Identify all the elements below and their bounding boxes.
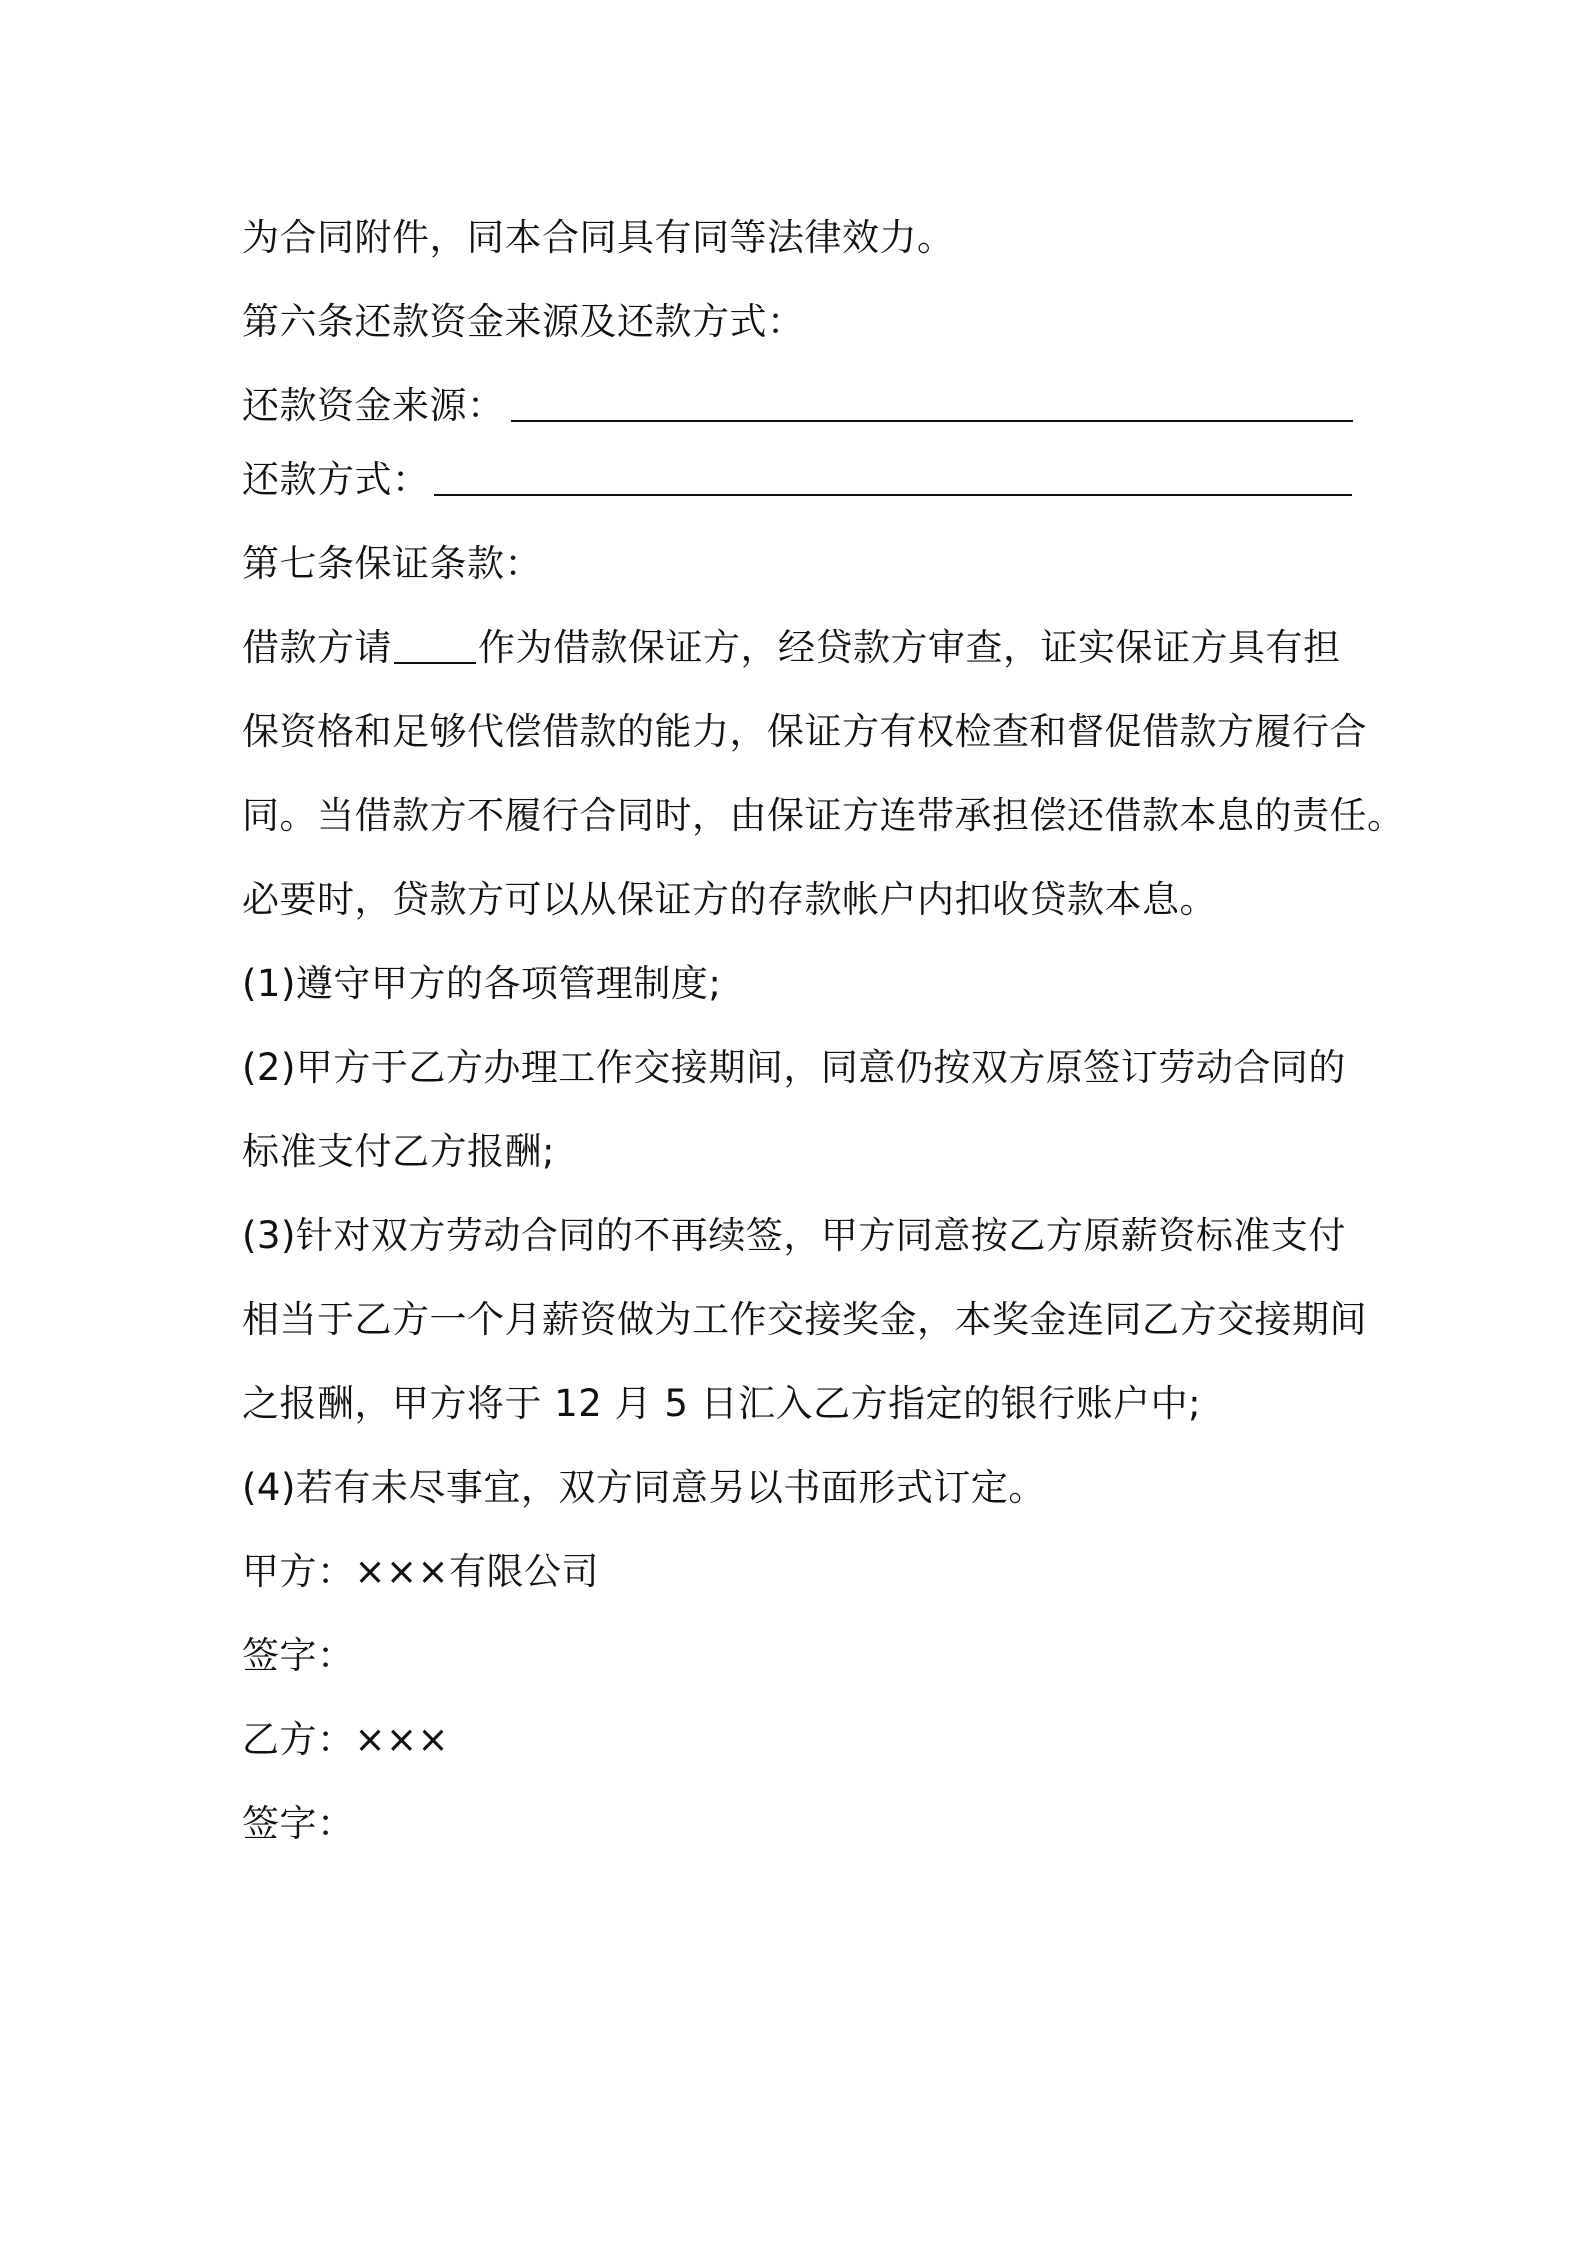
list-item-3-line-3: 之报酬，甲方将于 12 月 5 日汇入乙方指定的银行账户中;: [242, 1382, 1202, 1425]
repay-method-line: [242, 438, 1362, 522]
party-b-signature-line: 签字：: [242, 1802, 355, 1845]
guarantee-text-b: 作为借款保证方，经贷款方审查，证实保证方具有担: [478, 626, 1341, 669]
party-b-line: 乙方：×××: [242, 1718, 450, 1761]
repay-method-label: 还款方式：: [242, 458, 430, 501]
guarantor-blank: [394, 662, 476, 664]
fund-source-label: 还款资金来源：: [242, 384, 505, 427]
list-item-2-line-1: (2)甲方于乙方办理工作交接期间，同意仍按双方原签订劳动合同的: [242, 1046, 1346, 1089]
list-item-2-line-2: 标准支付乙方报酬;: [242, 1130, 555, 1173]
list-item-3-line-1: (3)针对双方劳动合同的不再续签，甲方同意按乙方原薪资标准支付: [242, 1214, 1346, 1257]
guarantee-line-1: [242, 606, 1362, 690]
list-item-3-line-2: 相当于乙方一个月薪资做为工作交接奖金，本奖金连同乙方交接期间: [242, 1298, 1367, 1341]
guarantee-line-4: 必要时，贷款方可以从保证方的存款帐户内扣收贷款本息。: [242, 878, 1217, 921]
guarantee-text-a: 借款方请: [242, 626, 392, 669]
fund-source-blank: [511, 420, 1353, 422]
guarantee-line-2: 保资格和足够代偿借款的能力，保证方有权检查和督促借款方履行合: [242, 710, 1367, 753]
party-a-signature-line: 签字：: [242, 1634, 355, 1677]
list-item-1: (1)遵守甲方的各项管理制度;: [242, 962, 722, 1005]
paragraph-line: 为合同附件，同本合同具有同等法律效力。: [242, 216, 955, 259]
document-body: [242, 196, 1405, 1866]
fund-source-line: [242, 364, 1362, 448]
article-7-heading: 第七条保证条款：: [242, 542, 542, 585]
article-6-heading: 第六条还款资金来源及还款方式：: [242, 300, 805, 343]
party-a-line: 甲方：×××有限公司: [242, 1550, 600, 1593]
guarantee-line-3: 同。当借款方不履行合同时，由保证方连带承担偿还借款本息的责任。: [242, 794, 1405, 837]
repay-method-blank: [434, 494, 1352, 496]
list-item-4: (4)若有未尽事宜，双方同意另以书面形式订定。: [242, 1466, 1046, 1509]
